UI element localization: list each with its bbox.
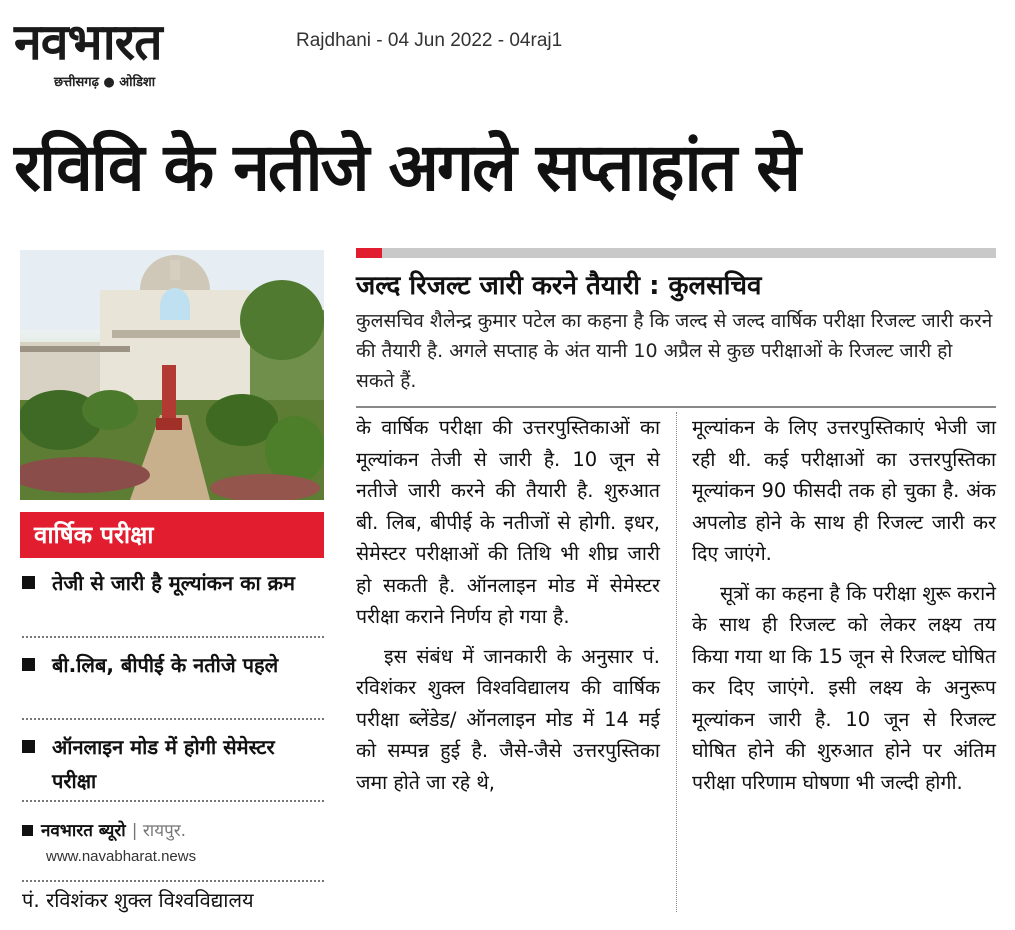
headline: रविवि के नतीजे अगले सप्ताहांत से (14, 129, 799, 206)
bullet-icon (22, 825, 33, 836)
article-column-2 (692, 412, 996, 798)
paragraph: मूल्यांकन के लिए उत्तरपुस्तिकाएं भेजी जा रही थी. कई परीक्षाओं का उत्तरपुस्तिका मूल्यांकन 90 फीसदी तक हो चुका है. अंक अपलोड होने के साथ ही रिजल्ट जारी कर दिए जाएंगे. (692, 416, 996, 565)
subhead-rule (356, 248, 996, 258)
masthead (14, 12, 279, 112)
photo-caption: पं. रविशंकर शुक्ल विश्वविद्यालय (22, 880, 324, 913)
bullet-icon (22, 740, 35, 753)
bullet-icon (22, 576, 35, 589)
university-photo (20, 250, 324, 500)
bureau-name: नवभारत ब्यूरो (41, 821, 126, 841)
highlights-list (22, 566, 324, 812)
column-divider (676, 412, 677, 912)
paragraph: सूत्रों का कहना है कि परीक्षा शुरू कराने के साथ ही रिजल्ट को लेकर लक्ष्य तय किया गया था कि 15 जून से रिजल्ट घोषित कर दिए जाएंगे. इसी लक्ष्य के अनुरूप मूल्यांकन जारी है. 10 जून से रिजल्ट घोषित होने की शुरुआत होने पर अंतिम परीक्षा परिणाम घोषणा भी जल्दी होगी. (692, 581, 996, 794)
newspaper-logo: नवभारत (14, 12, 162, 71)
list-item: ऑनलाइन मोड में होगी सेमेस्टर परीक्षा (22, 730, 324, 802)
paragraph: के वार्षिक परीक्षा की उत्तरपुस्तिकाओं का मूल्यांकन तेजी से जारी है. 10 जून से नतीजे जारी करने की तैयारी है. शुरुआत बी. लिब, बीपीई के नतीजों से होगी. इधर, सेमेस्टर परीक्षाओं की तिथि भी शीघ्र जारी हो सकती है. ऑनलाइन मोड में सेमेस्टर परीक्षा कराने निर्णय हो गया है. (356, 416, 660, 628)
list-item: बी.लिब, बीपीई के नतीजे पहले (22, 648, 324, 720)
sidebar-title: वार्षिक परीक्षा (20, 512, 324, 558)
edition-label: छत्तीसगढ़ ● ओडिशा (54, 75, 156, 90)
bureau-credit (22, 818, 324, 841)
divider (356, 406, 996, 408)
subheadline: जल्द रिजल्ट जारी करने तैयारी : कुलसचिव (356, 271, 762, 301)
article-column-1 (356, 412, 660, 798)
bullet-icon (22, 658, 35, 671)
list-item: तेजी से जारी है मूल्यांकन का क्रम (22, 566, 324, 638)
dateline: Rajdhani - 04 Jun 2022 - 04raj1 (296, 30, 563, 51)
website-link[interactable]: www.navabharat.news (46, 848, 197, 865)
bureau-city: | रायपुर. (131, 821, 187, 841)
intro-paragraph: कुलसचिव शैलेन्द्र कुमार पटेल का कहना है कि जल्द से जल्द वार्षिक परीक्षा रिजल्ट जारी करने की तैयारी है. अगले सप्ताह के अंत यानी 10 अप्रैल से कुछ परीक्षाओं के रिजल्ट जारी हो सकते हैं. (356, 310, 993, 392)
paragraph: इस संबंध में जानकारी के अनुसार पं. रविशंकर शुक्ल विश्वविद्यालय की वार्षिक परीक्षा ब्लेंडेड/ ऑनलाइन मोड में 14 मई को सम्पन्न हुई है. जैसे-जैसे उत्तरपुस्तिका जमा होते जा रहे थे, (356, 644, 660, 794)
